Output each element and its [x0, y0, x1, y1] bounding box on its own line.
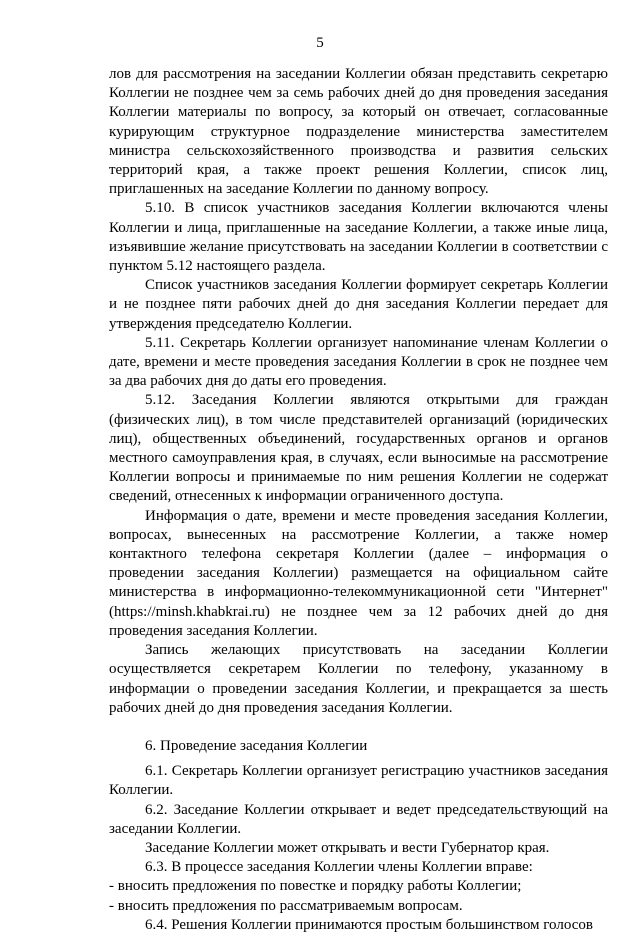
paragraph-6-4: 6.4. Решения Коллегии принимаются простым большинством голосов [145, 916, 593, 933]
paragraph-continuation: лов для рассмотрения на заседании Коллегии обязан представить секретарю Коллегии не позднее чем за семь рабочих дней до дня проведения заседания Коллегии материалы по вопросу, за который он отвечает, согласованные курирующим структурное подразделение министерства заместителем министра сельскохозяйственного производства и развития сельских территорий края, а также проект решения Коллегии, список лиц, приглашенных на заседание Коллегии по данному вопросу. [109, 66, 608, 198]
page-number: 5 [316, 35, 324, 51]
paragraph-5-11: 5.11. Секретарь Коллегии организует напоминание членам Коллегии о дате, времени и месте проведения заседания Коллегии в срок не позднее чем за два рабочих дня до даты его проведения. [109, 334, 608, 390]
list-item-agenda: - вносить предложения по повестке и порядку работы Коллегии; [109, 878, 522, 895]
section-6-heading: 6. Проведение заседания Коллегии [145, 737, 368, 754]
paragraph-6-3: 6.3. В процессе заседания Коллегии члены Коллегии вправе: [145, 859, 533, 876]
document-body [109, 65, 608, 935]
paragraph-meeting-info: Информация о дате, времени и месте проведения заседания Коллегии, вопросах, вынесенных на рассмотрение Коллегии, а также номер контактного телефона секретаря Коллегии (далее – информация о проведении заседания Коллегии) размещается на официальном сайте министерства в информационно-телекоммуникационной сети "Интернет" (https://minsh.khabkrai.ru) не позднее чем за 12 рабочих дней до дня проведения заседания Коллегии. [109, 507, 608, 639]
paragraph-6-1: 6.1. Секретарь Коллегии организует регистрацию участников заседания Коллегии. [109, 763, 608, 799]
list-item-questions: - вносить предложения по рассматриваемым вопросам. [109, 897, 463, 914]
paragraph-governor: Заседание Коллегии может открывать и вести Губернатор края. [145, 839, 550, 856]
paragraph-5-12: 5.12. Заседания Коллегии являются открытыми для граждан (физических лиц), в том числе представителей организаций (юридических лиц), общественных объединений, государственных органов и органов местного самоуправления края, в случаях, если выносимые на рассмотрение Коллегии вопросы и принимаемые по ним решения Коллегии не содержат сведений, отнесенных к информации ограниченного доступа. [109, 392, 608, 505]
paragraph-5-10: 5.10. В список участников заседания Коллегии включаются члены Коллегии и лица, приглашенные на заседание Коллегии, а также иные лица, изъявившие желание присутствовать на заседании Коллегии в соответствии с пунктом 5.12 настоящего раздела. [109, 200, 608, 275]
paragraph-6-2: 6.2. Заседание Коллегии открывает и ведет председательствующий на заседании Коллегии. [109, 801, 608, 837]
paragraph-registration: Запись желающих присутствовать на заседании Коллегии осуществляется секретарем Коллегии по телефону, указанному в информации о проведении заседания Коллегии, и прекращается за шесть рабочих дней до дня проведения заседания Коллегии. [109, 642, 608, 716]
paragraph-participants-list: Список участников заседания Коллегии формирует секретарь Коллегии и не позднее пяти рабочих дней до дня заседания Коллегии передает для утверждения председателю Коллегии. [109, 277, 608, 332]
